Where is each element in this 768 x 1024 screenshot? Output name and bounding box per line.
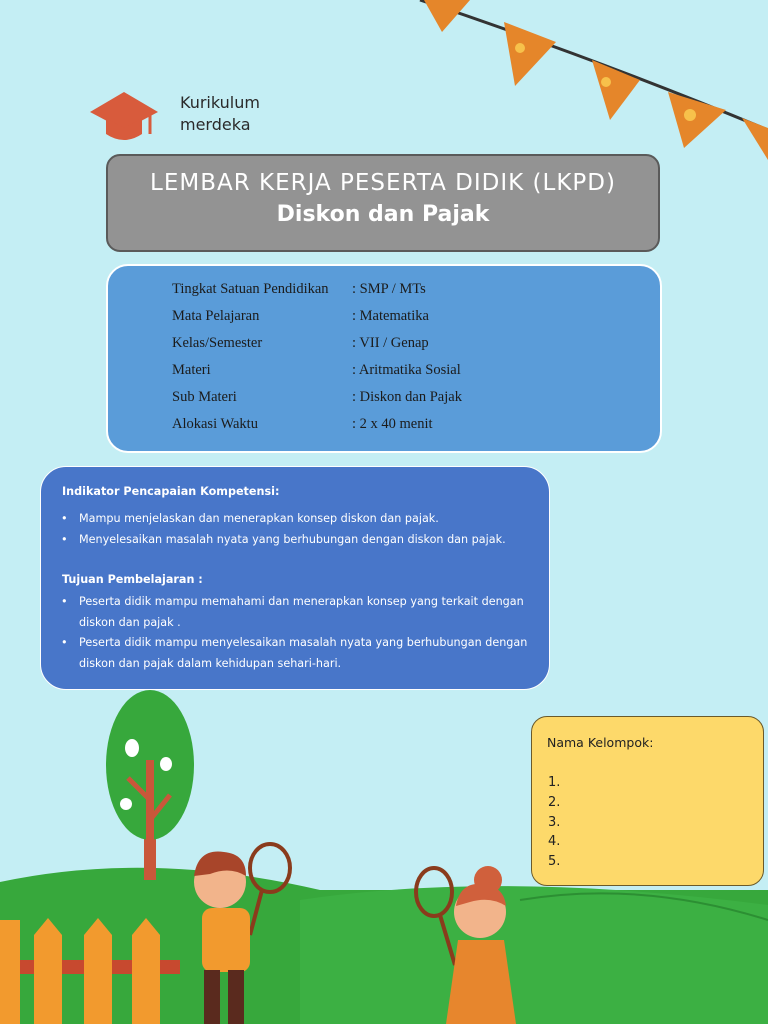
info-row — [172, 303, 462, 330]
group-names-box — [531, 716, 764, 886]
info-row — [172, 330, 462, 357]
info-label: Sub Materi — [172, 389, 237, 405]
grass-hills — [0, 868, 768, 1024]
info-box — [106, 264, 662, 453]
list-item: 2. — [548, 794, 561, 810]
page-subtitle: Diskon dan Pajak — [276, 202, 490, 227]
info-value: : Aritmatika Sosial — [352, 362, 461, 378]
list-item: • Mampu menjelaskan dan menerapkan konsep diskon dan pajak. — [61, 509, 536, 530]
info-value: : Matematika — [352, 308, 429, 324]
bunting-flags — [420, 0, 768, 160]
tree-illustration — [106, 690, 194, 880]
objective-heading: Tujuan Pembelajaran : — [62, 573, 203, 586]
title-box — [106, 154, 660, 252]
info-row — [172, 357, 462, 384]
group-list — [548, 773, 560, 872]
logo-text — [180, 92, 260, 136]
info-value: : 2 x 40 menit — [352, 416, 433, 432]
info-row — [172, 411, 462, 438]
info-label: Alokasi Waktu — [172, 416, 258, 432]
list-item: • Peserta didik mampu memahami dan menerapkan konsep yang terkait dengan diskon dan pajak . — [61, 592, 536, 633]
info-label: Materi — [172, 362, 211, 378]
indicator-list — [61, 509, 536, 550]
list-item: 1. — [548, 775, 561, 790]
list-item: • Peserta didik mampu menyelesaikan masalah nyata yang berhubungan dengan diskon dan pajak dalam kehidupan sehari-hari. — [61, 633, 536, 674]
list-item: 5. — [548, 854, 561, 870]
info-value: : Diskon dan Pajak — [352, 389, 462, 405]
competency-box — [40, 466, 550, 690]
group-title: Nama Kelompok: — [547, 735, 654, 750]
logo-line2: merdeka — [180, 115, 251, 134]
info-label: Mata Pelajaran — [172, 308, 260, 324]
info-value: : SMP / MTs — [352, 281, 426, 297]
info-value: : VII / Genap — [352, 335, 429, 351]
logo-line1: Kurikulum — [180, 93, 260, 112]
page-title: LEMBAR KERJA PESERTA DIDIK (LKPD) — [150, 170, 616, 196]
list-item: 4. — [548, 834, 561, 850]
list-item: • Menyelesaikan masalah nyata yang berhubungan dengan diskon dan pajak. — [61, 530, 536, 551]
info-label: Tingkat Satuan Pendidikan — [172, 281, 329, 297]
objective-list — [61, 592, 536, 674]
info-row — [172, 384, 462, 411]
list-item: 3. — [548, 814, 561, 830]
indicator-heading: Indikator Pencapaian Kompetensi: — [62, 485, 280, 498]
graduation-cap-icon — [90, 92, 158, 140]
info-row — [172, 276, 462, 303]
info-table — [172, 276, 462, 438]
info-label: Kelas/Semester — [172, 335, 263, 351]
